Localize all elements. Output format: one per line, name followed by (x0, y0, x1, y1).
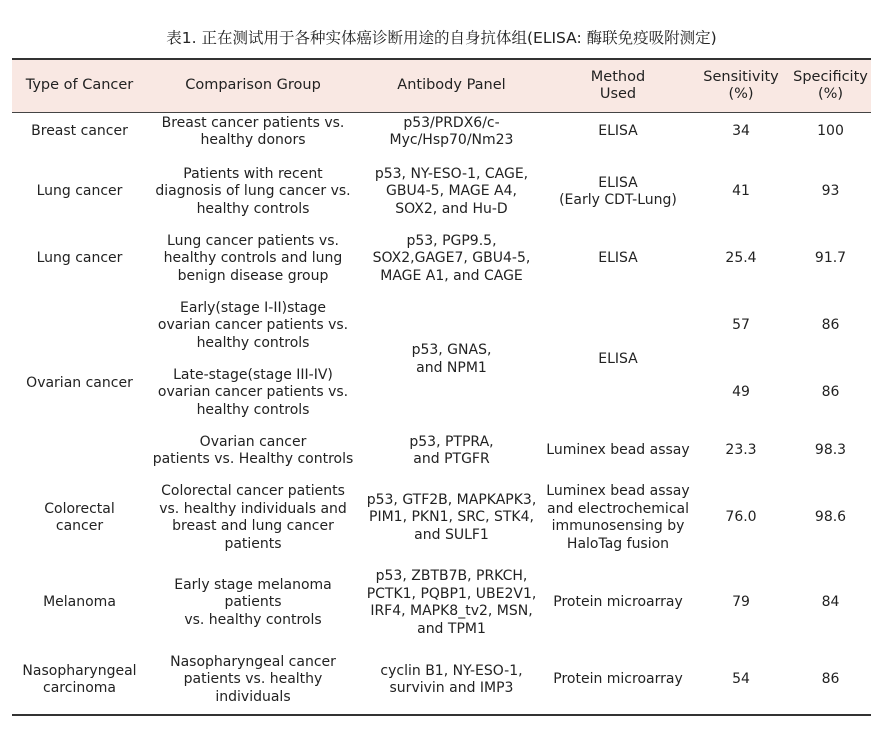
row-breast-method: ELISA (598, 123, 638, 140)
table-caption: 表1. 正在测试用于各种实体癌诊断用途的自身抗体组(ELISA: 酶联免疫吸附测定) (166, 29, 717, 47)
row-nasopharyngeal-sensitivity: 54 (732, 671, 750, 688)
row-lung1-comparison: Patients with recent diagnosis of lung cancer vs. healthy controls (155, 165, 351, 217)
row-melanoma-panel: p53, ZBTB7B, PRKCH, PCTK1, PQBP1, UBE2V1, IRF4, MAPK8_tv2, MSN, and TPM1 (366, 568, 537, 637)
row-lung1-panel: p53, NY-ESO-1, CAGE, GBU4-5, MAGE A4, SOX2, and Hu-D (374, 165, 529, 217)
row-breast-panel: p53/PRDX6/c- Myc/Hsp70/Nm23 (389, 114, 514, 148)
row-melanoma-specificity: 84 (821, 594, 840, 611)
row-colorectal-sensitivity: 76.0 (725, 509, 757, 526)
row-ovarian2-comparison: Ovarian cancer patients vs. Healthy controls (152, 433, 354, 467)
row-lung2-specificity: 91.7 (814, 250, 847, 267)
row-nasopharyngeal-specificity: 86 (821, 671, 840, 688)
row-ovarian-late-specificity: 86 (821, 384, 840, 401)
row-ovarian-late-sensitivity: 49 (732, 384, 750, 401)
header-sensitivity: Sensitivity (%) (703, 68, 779, 102)
row-breast-specificity: 100 (817, 123, 844, 140)
row-ovarian2-sensitivity: 23.3 (725, 442, 757, 459)
row-lung1-sensitivity: 41 (732, 183, 750, 200)
row-colorectal-comparison: Colorectal cancer patients vs. healthy individuals and breast and lung cancer patients (159, 483, 347, 552)
row-colorectal-type: Colorectal cancer (44, 500, 115, 534)
row-ovarian-early-specificity: 86 (821, 317, 840, 334)
row-ovarian2-panel: p53, PTPRA, and PTGFR (409, 433, 494, 467)
row-lung2-comparison: Lung cancer patients vs. healthy controls and lung benign disease group (163, 232, 343, 284)
row-nasopharyngeal-comparison: Nasopharyngeal cancer patients vs. healthy individuals (170, 653, 336, 705)
table-header-rule (12, 112, 871, 113)
row-breast-sensitivity: 34 (732, 123, 750, 140)
row-nasopharyngeal-panel: cyclin B1, NY-ESO-1, survivin and IMP3 (380, 662, 523, 696)
row-ovarian-early-comparison: Early(stage I-II)stage ovarian cancer patients vs. healthy controls (157, 299, 349, 351)
row-lung2-panel: p53, PGP9.5, SOX2,GAGE7, GBU4-5, MAGE A1, and CAGE (372, 232, 531, 284)
row-colorectal-specificity: 98.6 (814, 509, 847, 526)
row-lung2-method: ELISA (598, 250, 638, 267)
row-breast-type: Breast cancer (31, 123, 128, 140)
row-ovarian-late-comparison: Late-stage(stage III-IV) ovarian cancer patients vs. healthy controls (157, 366, 349, 418)
header-antibody-panel: Antibody Panel (397, 77, 506, 94)
row-breast-comparison: Breast cancer patients vs. healthy donors (161, 114, 345, 148)
header-type-of-cancer: Type of Cancer (25, 77, 134, 94)
row-ovarian2-specificity: 98.3 (814, 442, 847, 459)
row-nasopharyngeal-type: Nasopharyngeal carcinoma (22, 662, 137, 696)
row-colorectal-panel: p53, GTF2B, MAPKAPK3, PIM1, PKN1, SRC, STK4, and SULF1 (366, 491, 537, 543)
row-colorectal-method: Luminex bead assay and electrochemical immunosensing by HaloTag fusion (546, 483, 690, 552)
row-lung1-type: Lung cancer (36, 183, 123, 200)
row-melanoma-type: Melanoma (43, 594, 116, 611)
row-melanoma-method: Protein microarray (553, 594, 683, 611)
row-ovarian2-method: Luminex bead assay (546, 442, 690, 459)
row-ovarian-method: ELISA (598, 350, 638, 367)
table-bottom-rule (12, 714, 871, 716)
row-lung2-type: Lung cancer (36, 250, 123, 267)
row-lung1-specificity: 93 (821, 183, 840, 200)
row-lung1-method: ELISA (Early CDT-Lung) (559, 174, 677, 208)
row-lung2-sensitivity: 25.4 (725, 250, 757, 267)
row-ovarian-early-sensitivity: 57 (732, 317, 750, 334)
header-method-used: Method Used (590, 68, 646, 102)
row-ovarian-panel: p53, GNAS, and NPM1 (411, 342, 492, 376)
row-nasopharyngeal-method: Protein microarray (553, 671, 683, 688)
row-melanoma-sensitivity: 79 (732, 594, 750, 611)
header-specificity: Specificity (%) (793, 68, 868, 102)
header-comparison-group: Comparison Group (185, 77, 321, 94)
row-ovarian-type: Ovarian cancer (26, 375, 133, 392)
row-melanoma-comparison: Early stage melanoma patients vs. healthy controls (174, 576, 332, 628)
